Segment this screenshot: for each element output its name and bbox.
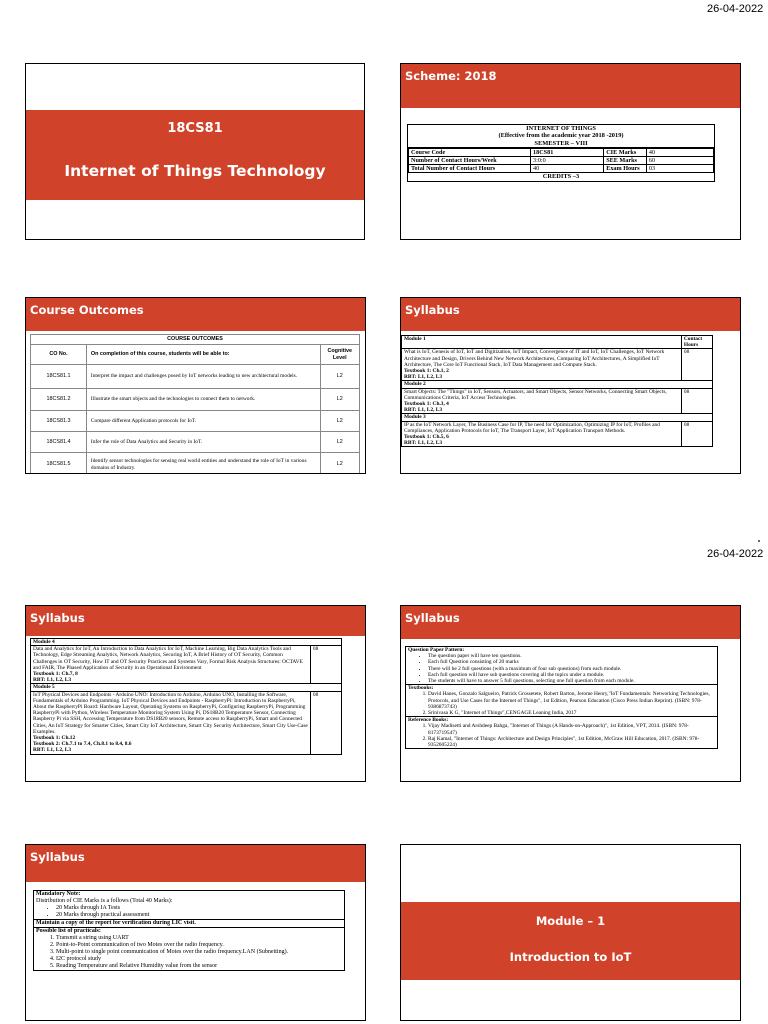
cell: L2	[320, 453, 359, 475]
scheme-credits: CREDITS –3	[542, 173, 580, 181]
module-rbt: RBT: L1, L2, L3	[33, 747, 72, 754]
slide-syllabus-2	[25, 605, 366, 782]
slide-header: Syllabus	[401, 298, 740, 331]
module-name: Module 5	[31, 684, 342, 691]
section-title: Question Paper Pattern:	[408, 647, 465, 653]
practicals-list	[36, 935, 342, 970]
page-marker-dot	[758, 540, 760, 542]
cell: Identify sensor technologies for sensing real world entities and understand the role of IoT in various domains of Industry.	[86, 453, 320, 475]
syllabus-box	[33, 890, 345, 971]
scheme-subtitle: (Effective from the academic year 2018 -2019)	[498, 132, 624, 140]
cell: L2	[320, 432, 359, 453]
module-rbt: RBT: L1, L2, L3	[404, 440, 443, 447]
module-name: Module 3	[402, 414, 713, 421]
maintain-note: Maintain a copy of the report for verification during LIC visit.	[36, 920, 196, 926]
cell: SEE Marks	[604, 157, 647, 165]
qp-list	[408, 653, 715, 684]
module-rbt: RBT: L1, L2, L3	[404, 374, 443, 381]
module-subtitle: Introduction to IoT	[509, 950, 632, 964]
slide-module-1	[400, 844, 741, 1021]
cell: 40	[646, 149, 713, 157]
module-hours: 08	[681, 349, 712, 381]
module-textbook-2: Textbook 2: Ch.7.1 to 7.4, Ch.8.1 to 8.4, 8.6	[33, 741, 132, 748]
list-item: 1. David Hanes, Gonzalo Salgueiro, Patrick Grossetete, Robert Barton, Jerome Henry,"IoT Fundamentals: Networking Technologies, Protocols, and Use Cases for the Internet of Things", 1st Edition, Pearson Education (Cisco Press Indian Reprint). (ISBN: 978-9386873743)	[428, 691, 715, 710]
module-textbook: Textbook 1: Ch.7, 8	[33, 671, 78, 678]
module-hours: 08	[310, 646, 341, 684]
cell: 03	[646, 165, 713, 173]
cell: 18CS81.5	[31, 453, 87, 475]
module-hours: 08	[310, 691, 341, 754]
module-textbook: Textbook 1: Ch.5, 6	[404, 434, 449, 441]
section-title: Possible list of practicals:	[36, 928, 101, 934]
module-band	[401, 902, 740, 980]
note-list	[36, 905, 342, 919]
module-text: IP as the IoT Network Layer, The Business Case for IP, The need for Optimization, Optimizing IP for IoT, Profiles and Compliances, Application Protocols for IoT, The Transport Layer, IoT Application Transport Methods.	[404, 421, 660, 434]
scheme-semester: SEMESTER – VIII	[408, 140, 714, 148]
cell: Total Number of Contact Hours	[409, 165, 531, 173]
list-item: • There will be 2 full questions (with a maximum of four sub questions) from each module.	[428, 666, 715, 672]
module-textbook: Textbook 1: Ch.3, 4	[404, 401, 449, 408]
list-item: • Each full question will have sub questions covering all the topics under a module.	[428, 672, 715, 678]
col-header: Cognitive Level	[320, 345, 359, 365]
table-row	[31, 453, 360, 475]
list-item: 2. Point-to-Point communication of two Motes over the radio frequency.	[56, 942, 342, 949]
cell: Compare different Application protocols for IoT.	[86, 411, 320, 432]
outcomes-table	[30, 334, 360, 474]
slide-header: Syllabus	[26, 845, 365, 882]
date-mid: 26-04-2022	[707, 548, 764, 560]
cell: 18CS81.3	[31, 411, 87, 432]
slide-syllabus-4	[25, 844, 366, 1021]
outcomes-title: COURSE OUTCOMES	[31, 335, 360, 345]
module-name: Module 2	[402, 381, 713, 388]
module-text: Smart Objects: The "Things" in IoT, Sensors, Actuators, and Smart Objects, Sensor Networks, Connecting Smart Objects, Communications Criteria, IoT Access Technologies.	[404, 388, 667, 401]
list-item: 1. Transmit a string using UART	[56, 935, 342, 942]
cell: Number of Contact Hours/Week	[409, 157, 531, 165]
cell: Infer the role of Data Analytics and Security in IoT.	[86, 432, 320, 453]
scheme-table	[407, 124, 715, 182]
cell: 18CS81	[531, 149, 604, 157]
cell: L2	[320, 411, 359, 432]
module-name: Module 1	[402, 336, 682, 349]
cell: 18CS81.2	[31, 389, 87, 411]
cell: 40	[531, 165, 604, 173]
table-row	[31, 432, 360, 453]
scheme-row	[409, 157, 714, 165]
cell: 18CS81.4	[31, 432, 87, 453]
slide-header: Syllabus	[26, 606, 365, 636]
section-title: Reference Books:	[408, 717, 449, 724]
module-textbook: Textbook 1: Ch.12	[33, 735, 76, 742]
list-item: 3. Multi-point to single point communication of Motes over the radio frequency.LAN (Subnetting).	[56, 949, 342, 956]
course-code: 18CS81	[167, 121, 223, 136]
col-header: Contact Hours	[681, 336, 712, 349]
col-header: CO No.	[31, 345, 87, 365]
list-item: 1. Vijay Madisetti and Arshdeep Bahga, "Internet of Things (A Hands-on-Approach)", 1st Edition, VPT, 2014. (ISBN: 978-8173719547)	[428, 723, 715, 735]
module-row	[402, 388, 713, 414]
slide-title	[25, 63, 365, 240]
textbook-list	[408, 691, 715, 716]
module-name: Module 4	[31, 639, 342, 646]
module-text: IoT Physical Devices and Endpoints - Arduino UNO: Introduction to Arduino, Arduino UNO, Installing the Software, Fundamentals of Arduino Programming. IoT Physical Devices and Endpoints - RaspberryPi: Introduction to RaspberryPi, About the RaspberryPi Board: Hardware Layout, Operating Systems on RaspberryPi, Configuring RaspberryPi, Programming RaspberryPi with Python, Wireless Temperature Monitoring System Using Pi, DS18B20 Temperature Sensor, Connecting Raspberry Pi via SSH, Accessing Temperature from DS18B20 sensors, Remote access to RaspberryPi, Smart and Connected Cities, An IoT Strategy for Smarter Cities, Smart City IoT Architecture, Smart City Security Architecture, Smart City Use-Case Examples.	[33, 691, 308, 735]
table-row	[31, 411, 360, 432]
cell: Illustrate the smart objects and the technologies to connect them to network.	[86, 389, 320, 411]
col-header: On completion of this course, students will be able to:	[86, 345, 320, 365]
section-title: Mandatory Note:	[36, 891, 81, 897]
module-row	[31, 691, 342, 754]
cell: 18CS81.1	[31, 365, 87, 389]
slide-syllabus-1	[400, 297, 741, 474]
slide-header: Scheme: 2018	[401, 64, 740, 108]
cell: Interpret the impact and challenges posed by IoT networks leading to new architectural models.	[86, 365, 320, 389]
module-rbt: RBT: L1, L2, L3	[33, 677, 72, 684]
slide-syllabus-3	[400, 605, 741, 782]
module-row	[31, 646, 342, 684]
slide-header: Syllabus	[401, 606, 740, 639]
list-item: 4. I2C protocol study	[56, 956, 342, 963]
section-title: Textbooks:	[408, 685, 434, 692]
module-rbt: RBT: L1, L2, L3	[404, 407, 443, 414]
title-band	[26, 110, 364, 200]
syllabus-table	[30, 638, 342, 755]
slide-course-outcomes	[25, 297, 366, 474]
list-item: • Each full Question consisting of 20 marks	[428, 659, 715, 665]
date-top: 26-04-2022	[707, 3, 764, 15]
scheme-row	[409, 149, 714, 157]
module-row	[402, 421, 713, 447]
reference-list	[408, 723, 715, 748]
list-item: • 20 Marks through IA Tests	[56, 905, 342, 912]
cell: 60	[646, 157, 713, 165]
module-row	[402, 349, 713, 381]
list-item: • The students will have to answer 5 full questions, selecting one full question from each module.	[428, 678, 715, 684]
course-title: Internet of Things Technology	[64, 162, 326, 180]
module-hours: 08	[681, 388, 712, 414]
module-text: Data and Analytics for IoT, An Introduction to Data Analytics for IoT, Machine Learning, Big Data Analytics Tools and Technology, Edge Streaming Analytics, Network Analytics, Securing IoT, A Brief History of OT Security, Common Challenges in OT Security, How IT and OT Security Practices and Systems Vary, Formal Risk Analysis Structures: OCTAVE and FAIR, The Phased Application of Security in an Operational Environment	[33, 646, 303, 671]
cell: 3:0:0	[531, 157, 604, 165]
note-line: Distribution of CIE Marks is a follows (Total 40 Marks):	[36, 898, 173, 904]
list-item: • 20 Marks through practical assessment	[56, 912, 342, 919]
list-item: 2. Raj Kamal, "Internet of Things: Architecture and Design Principles", 1st Edition, McGraw Hill Education, 2017. (ISBN: 978-9352605224)	[428, 736, 715, 748]
table-row	[31, 365, 360, 389]
cell: L2	[320, 365, 359, 389]
cell: L2	[320, 389, 359, 411]
module-title: Module – 1	[535, 914, 606, 928]
module-hours: 08	[681, 421, 712, 447]
scheme-title: INTERNET OF THINGS	[526, 125, 596, 132]
slide-header: Course Outcomes	[26, 298, 365, 331]
module-text: What is IoT, Genesis of IoT, IoT and Digitization, IoT Impact, Convergence of IT and IoT, IoT Challenges, IoT Network Architecture and Design, Drivers Behind New Network Architectures, Comparing IoT Architectures, A Simplified IoT Architecture, The Core IoT Functional Stack, IoT Data Management and Compute Stack.	[404, 349, 665, 368]
cell: Exam Hours	[604, 165, 647, 173]
scheme-row	[409, 165, 714, 173]
cell: CIE Marks	[604, 149, 647, 157]
list-item: • The question paper will have ten questions.	[428, 653, 715, 659]
syllabus-box	[405, 646, 718, 749]
table-row	[31, 389, 360, 411]
list-item: 2. Srinivasa K G, "Internet of Things",CENGAGE Leaning India, 2017	[428, 710, 715, 716]
module-textbook: Textbook 1: Ch.1, 2	[404, 368, 449, 375]
syllabus-table	[401, 335, 713, 447]
cell: Course Code	[409, 149, 531, 157]
slide-scheme	[400, 63, 741, 240]
list-item: 5. Reading Temperature and Relative Humidity value from the sensor	[56, 963, 342, 970]
